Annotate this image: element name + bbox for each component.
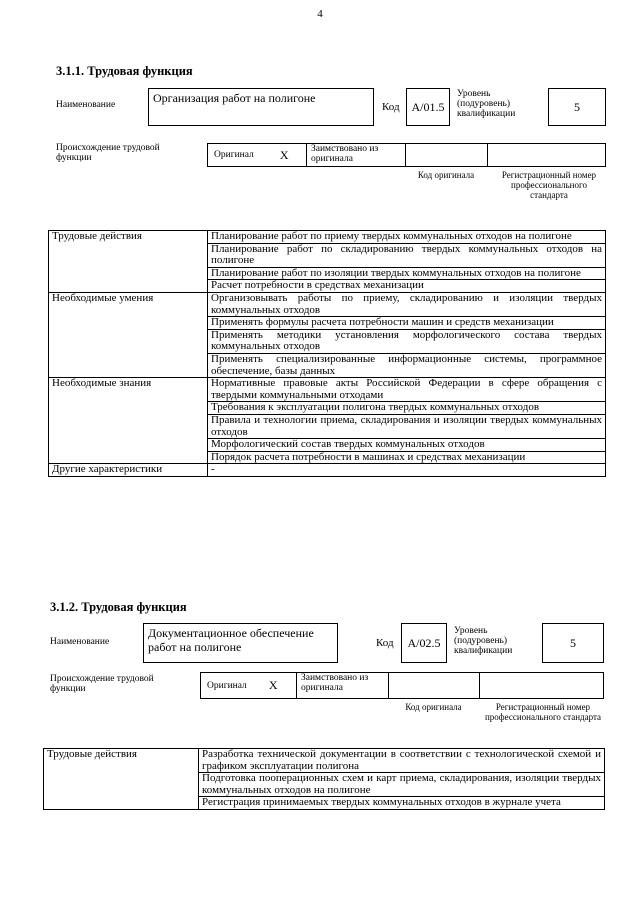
- name-label: Наименование: [56, 100, 116, 110]
- item-cell: Планирование работ по изоляции твердых коммунальных отходов на полигоне: [208, 267, 606, 280]
- borrowed-label: Заимствовано из оригинала: [311, 144, 379, 164]
- original-code-caption: Код оригинала: [417, 170, 475, 180]
- item-cell: -: [208, 464, 606, 477]
- item-cell: Порядок расчета потребности в машинах и средствах механизации: [208, 451, 606, 464]
- table-row: [49, 378, 606, 402]
- item-cell: Организовывать работы по приему, складированию и изоляции твердых коммунальных отходов: [208, 292, 606, 316]
- item-cell: Планирование работ по складированию твердых коммунальных отходов на полигоне: [208, 243, 606, 267]
- item-cell: Регистрация принимаемых твердых коммунальных отходов в журнале учета: [199, 797, 605, 810]
- item-cell: Нормативные правовые акты Российской Федерации в сфере обращения с твердыми коммунальными отходами: [208, 378, 606, 402]
- function-table: [43, 748, 605, 810]
- table-row: [44, 749, 605, 773]
- section-title: 3.1.2. Трудовая функция: [50, 600, 187, 614]
- item-cell: Морфологический состав твердых коммунальных отходов: [208, 439, 606, 452]
- table-row: [49, 231, 606, 244]
- name-label: Наименование: [50, 637, 110, 647]
- category-cell: Другие характеристики: [49, 464, 208, 477]
- function-name: Документационное обеспечение работ на полигоне: [143, 623, 338, 663]
- registration-number-caption: Регистрационный номер профессионального стандарта: [484, 702, 602, 722]
- category-cell: Необходимые знания: [49, 378, 208, 464]
- category-cell: Трудовые действия: [49, 231, 208, 293]
- divider: [487, 143, 488, 167]
- item-cell: Расчет потребности в средствах механизации: [208, 280, 606, 293]
- qualification-level: 5: [548, 88, 606, 126]
- level-label: Уровень (подуровень) квалификации: [457, 89, 516, 119]
- original-mark: X: [279, 147, 289, 162]
- item-cell: Применять методики установления морфологического состава твердых коммунальных отходов: [208, 329, 606, 353]
- category-cell: Необходимые умения: [49, 292, 208, 377]
- category-cell: Трудовые действия: [44, 749, 199, 810]
- borrowed-label: Заимствовано из оригинала: [301, 673, 369, 693]
- table-row: [49, 464, 606, 477]
- item-cell: Правила и технологии приема, складирования и изоляции твердых коммунальных отходов: [208, 414, 606, 438]
- item-cell: Разработка технической документации в соответствии с технологической схемой и графиком эксплуатации полигона: [199, 749, 605, 773]
- item-cell: Планирование работ по приему твердых коммунальных отходов на полигоне: [208, 231, 606, 244]
- page-number: 4: [317, 8, 323, 20]
- divider: [388, 672, 389, 699]
- code-label: Код: [382, 101, 400, 113]
- function-name: Организация работ на полигоне: [148, 88, 374, 126]
- registration-number-caption: Регистрационный номер профессионального стандарта: [501, 170, 597, 200]
- origin-label: Происхождение трудовой функции: [50, 674, 154, 694]
- original-code-caption: Код оригинала: [405, 702, 462, 712]
- item-cell: Требования к эксплуатации полигона твердых коммунальных отходов: [208, 402, 606, 415]
- item-cell: Подготовка пооперационных схем и карт приема, складирования, изоляции твердых коммунальных отходов на полигоне: [199, 773, 605, 797]
- divider: [479, 672, 480, 699]
- code-label: Код: [376, 637, 394, 649]
- function-code: A/02.5: [401, 623, 447, 663]
- item-cell: Применять специализированные информационные системы, программное обеспечение, базы данных: [208, 353, 606, 377]
- divider: [405, 143, 406, 167]
- origin-label: Происхождение трудовой функции: [56, 143, 160, 163]
- qualification-level: 5: [542, 623, 604, 663]
- original-mark: X: [268, 678, 278, 692]
- table-row: [49, 292, 606, 316]
- function-code: A/01.5: [406, 88, 450, 126]
- item-cell: Применять формулы расчета потребности машин и средств механизации: [208, 317, 606, 330]
- original-label: Оригинал: [214, 150, 254, 160]
- function-table: [48, 230, 606, 477]
- original-cell: [207, 143, 307, 167]
- original-cell: [200, 672, 297, 699]
- section-title: 3.1.1. Трудовая функция: [56, 64, 193, 78]
- original-label: Оригинал: [207, 680, 247, 691]
- level-label: Уровень (подуровень) квалификации: [454, 626, 513, 656]
